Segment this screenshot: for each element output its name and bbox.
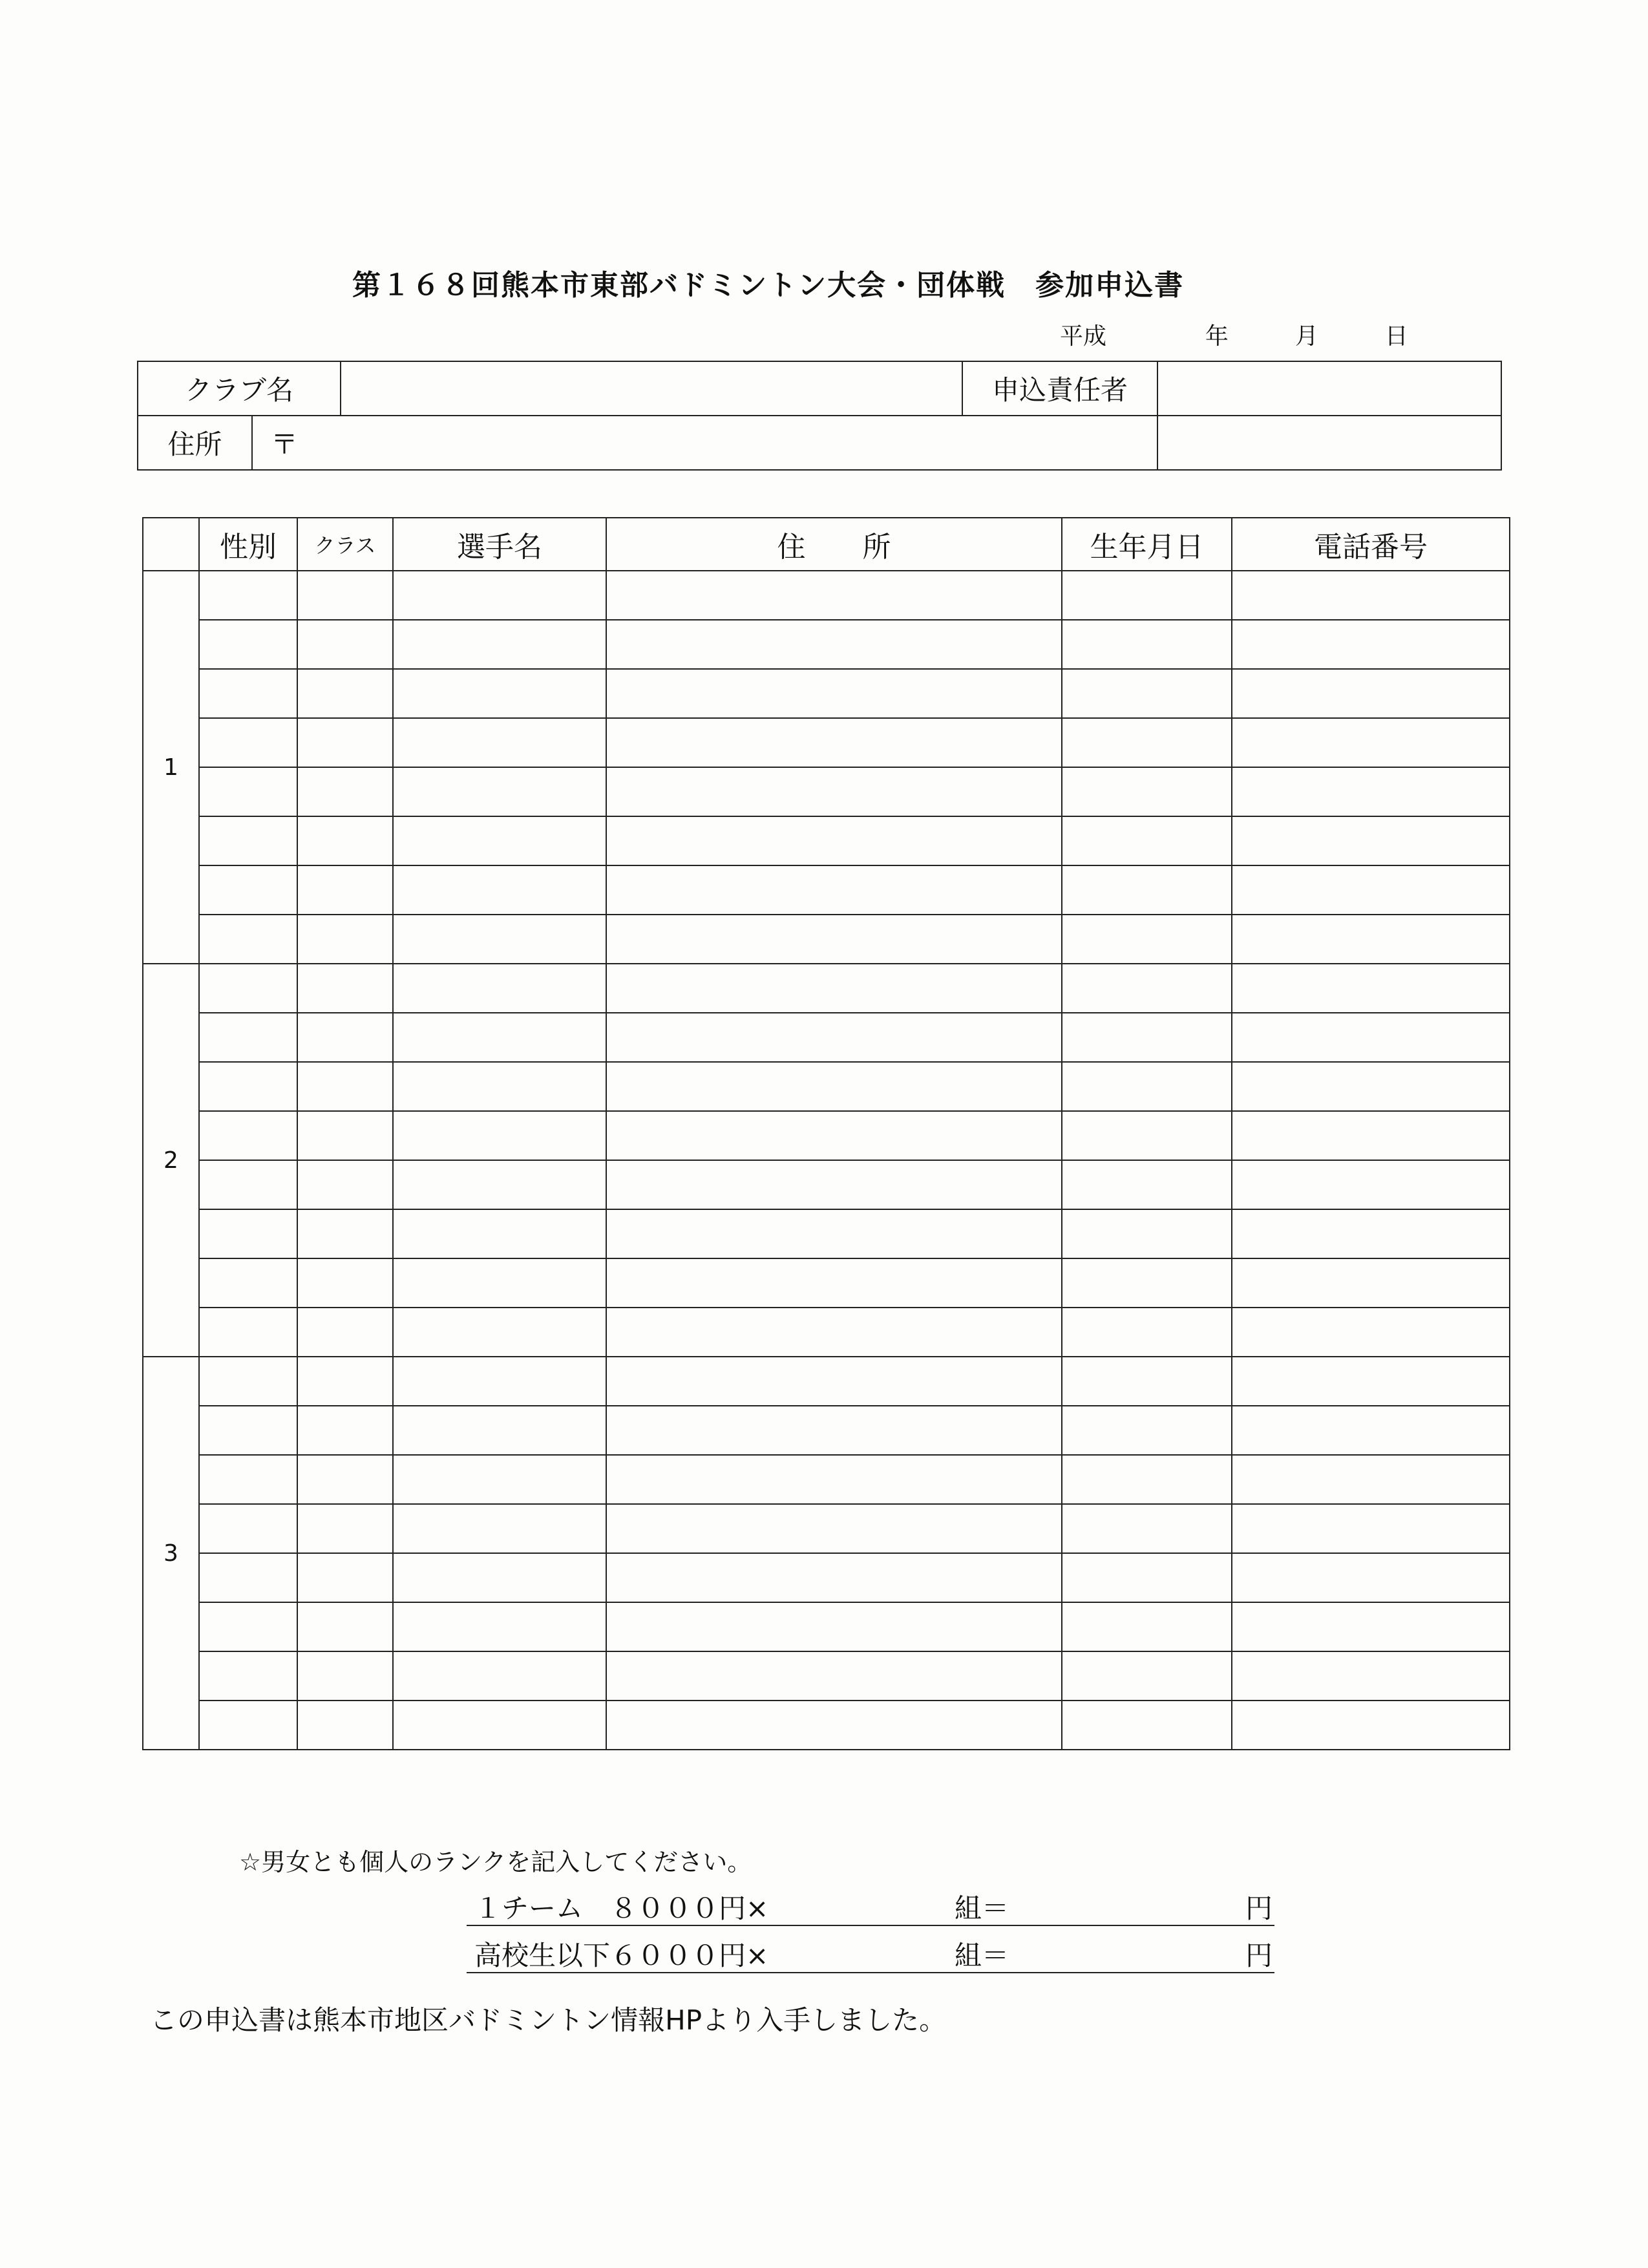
table-row <box>143 767 1510 816</box>
entry-cell[interactable] <box>393 865 606 915</box>
entry-cell[interactable] <box>393 1553 606 1602</box>
entry-cell[interactable] <box>199 1111 297 1160</box>
entry-cell[interactable] <box>393 1209 606 1258</box>
entry-cell[interactable] <box>297 1308 393 1357</box>
entry-cell[interactable] <box>1232 1160 1510 1209</box>
entry-cell[interactable] <box>606 1602 1062 1651</box>
entry-cell[interactable] <box>297 1160 393 1209</box>
entry-cell[interactable] <box>606 1504 1062 1553</box>
entry-cell[interactable] <box>1232 1111 1510 1160</box>
entry-cell[interactable] <box>199 1357 297 1406</box>
entry-cell[interactable] <box>393 669 606 718</box>
entry-cell[interactable] <box>297 718 393 767</box>
entry-cell[interactable] <box>199 571 297 620</box>
entry-cell[interactable] <box>1062 1209 1232 1258</box>
entry-cell[interactable] <box>606 964 1062 1013</box>
column-header: 電話番号 <box>1232 518 1510 571</box>
table-row <box>143 1701 1510 1750</box>
table-row <box>143 1308 1510 1357</box>
date-year: 年 <box>1205 323 1229 350</box>
table-row <box>143 571 1510 620</box>
table-row <box>143 718 1510 767</box>
entry-cell[interactable] <box>297 1651 393 1701</box>
table-row <box>143 620 1510 669</box>
entry-cell[interactable] <box>393 1651 606 1701</box>
club-name-label: クラブ名 <box>138 361 341 416</box>
entry-cell[interactable] <box>393 718 606 767</box>
entry-cell[interactable] <box>1232 669 1510 718</box>
date-line <box>1060 318 1408 351</box>
entry-cell[interactable] <box>1062 1701 1232 1750</box>
club-name-field[interactable] <box>341 361 962 416</box>
entry-cell[interactable] <box>199 1455 297 1504</box>
table-row <box>143 1553 1510 1602</box>
fee-line-student <box>467 1934 1274 1973</box>
applicant-field[interactable] <box>1157 361 1501 416</box>
entry-cell[interactable] <box>606 1455 1062 1504</box>
fee-label: 高校生以下６０００円× <box>474 1940 769 1971</box>
entry-cell[interactable] <box>297 1013 393 1062</box>
entry-cell[interactable] <box>393 1701 606 1750</box>
date-era: 平成 <box>1060 323 1107 350</box>
entry-cell[interactable] <box>606 1013 1062 1062</box>
fee-unit: 組＝ <box>955 1892 1009 1924</box>
entry-cell[interactable] <box>393 1406 606 1455</box>
date-day: 日 <box>1384 323 1408 350</box>
entry-cell[interactable] <box>393 1111 606 1160</box>
entry-cell[interactable] <box>199 620 297 669</box>
applicant-label: 申込責任者 <box>962 361 1157 416</box>
entry-cell[interactable] <box>199 915 297 964</box>
entry-cell[interactable] <box>1062 718 1232 767</box>
entry-cell[interactable] <box>606 1111 1062 1160</box>
fee-line-team <box>467 1887 1274 1926</box>
entry-cell[interactable] <box>297 915 393 964</box>
entry-cell[interactable] <box>1062 571 1232 620</box>
entry-cell[interactable] <box>393 571 606 620</box>
table-row <box>143 1160 1510 1209</box>
entry-cell[interactable] <box>1232 1651 1510 1701</box>
entry-cell[interactable] <box>199 1553 297 1602</box>
entry-cell[interactable] <box>1232 1062 1510 1111</box>
entry-cell[interactable] <box>199 1308 297 1357</box>
entry-cell[interactable] <box>606 1701 1062 1750</box>
entry-cell[interactable] <box>393 816 606 865</box>
entry-cell[interactable] <box>199 1651 297 1701</box>
entry-cell[interactable] <box>297 1062 393 1111</box>
entry-cell[interactable] <box>297 1111 393 1160</box>
fee-unit: 組＝ <box>955 1940 1009 1971</box>
entry-cell[interactable] <box>1232 1013 1510 1062</box>
column-header: 住 所 <box>606 518 1062 571</box>
table-row <box>143 1504 1510 1553</box>
entry-cell[interactable] <box>1062 1013 1232 1062</box>
entry-cell[interactable] <box>297 964 393 1013</box>
entry-cell[interactable] <box>1062 1062 1232 1111</box>
entry-cell[interactable] <box>1062 1602 1232 1651</box>
table-row <box>143 1258 1510 1308</box>
entry-cell[interactable] <box>606 1406 1062 1455</box>
entry-cell[interactable] <box>606 915 1062 964</box>
entry-cell[interactable] <box>393 1504 606 1553</box>
player-table <box>142 517 1510 1750</box>
entry-cell[interactable] <box>297 669 393 718</box>
table-row <box>143 1651 1510 1701</box>
fee-currency: 円 <box>1245 1940 1273 1971</box>
entry-cell[interactable] <box>393 915 606 964</box>
entry-cell[interactable] <box>199 1062 297 1111</box>
entry-cell[interactable] <box>393 1357 606 1406</box>
entry-cell[interactable] <box>297 1602 393 1651</box>
entry-cell[interactable] <box>1062 1553 1232 1602</box>
table-row <box>143 816 1510 865</box>
column-header: クラス <box>297 518 393 571</box>
entry-cell[interactable] <box>297 571 393 620</box>
entry-cell[interactable] <box>606 767 1062 816</box>
entry-cell[interactable] <box>199 1406 297 1455</box>
entry-cell[interactable] <box>199 816 297 865</box>
entry-cell[interactable] <box>1062 669 1232 718</box>
entry-cell[interactable] <box>393 1013 606 1062</box>
fee-currency: 円 <box>1245 1892 1273 1924</box>
entry-cell[interactable] <box>297 1455 393 1504</box>
entry-cell[interactable] <box>1062 767 1232 816</box>
team-number: 1 <box>143 571 199 964</box>
entry-cell[interactable] <box>1232 1406 1510 1455</box>
entry-cell[interactable] <box>1232 1209 1510 1258</box>
group-header <box>143 518 199 571</box>
entry-cell[interactable] <box>297 620 393 669</box>
entry-cell[interactable] <box>297 767 393 816</box>
entry-cell[interactable] <box>393 1258 606 1308</box>
address-field[interactable] <box>252 416 1157 470</box>
entry-cell[interactable] <box>1062 1504 1232 1553</box>
address-label: 住所 <box>138 416 252 470</box>
entry-cell[interactable] <box>606 1062 1062 1111</box>
column-header: 選手名 <box>393 518 606 571</box>
table-row <box>143 1455 1510 1504</box>
entry-cell[interactable] <box>1062 620 1232 669</box>
table-row <box>143 669 1510 718</box>
source-note: この申込書は熊本市地区バドミントン情報HPより入手しました。 <box>150 2004 947 2036</box>
entry-cell[interactable] <box>1232 767 1510 816</box>
entry-cell[interactable] <box>606 1357 1062 1406</box>
entry-cell[interactable] <box>1062 1357 1232 1406</box>
entry-cell[interactable] <box>297 816 393 865</box>
entry-cell[interactable] <box>297 1701 393 1750</box>
entry-cell[interactable] <box>1232 964 1510 1013</box>
team-number: 2 <box>143 964 199 1357</box>
entry-cell[interactable] <box>199 669 297 718</box>
team-number: 3 <box>143 1357 199 1750</box>
entry-cell[interactable] <box>1232 1602 1510 1651</box>
entry-cell[interactable] <box>199 964 297 1013</box>
entry-cell[interactable] <box>1062 1308 1232 1357</box>
table-row <box>143 865 1510 915</box>
entry-cell[interactable] <box>1062 1160 1232 1209</box>
table-row <box>143 915 1510 964</box>
table-row <box>143 1357 1510 1406</box>
entry-cell[interactable] <box>1062 1258 1232 1308</box>
entry-cell[interactable] <box>606 1160 1062 1209</box>
entry-cell[interactable] <box>199 1602 297 1651</box>
entry-cell[interactable] <box>606 1553 1062 1602</box>
entry-cell[interactable] <box>393 1602 606 1651</box>
entry-cell[interactable] <box>199 1504 297 1553</box>
table-row <box>143 1111 1510 1160</box>
entry-cell[interactable] <box>393 1062 606 1111</box>
entry-cell[interactable] <box>297 1553 393 1602</box>
entry-cell[interactable] <box>606 718 1062 767</box>
entry-cell[interactable] <box>1062 915 1232 964</box>
entry-cell[interactable] <box>297 1209 393 1258</box>
entry-cell[interactable] <box>1062 865 1232 915</box>
entry-cell[interactable] <box>393 1160 606 1209</box>
entry-cell[interactable] <box>1062 1111 1232 1160</box>
entry-cell[interactable] <box>199 718 297 767</box>
fee-label: １チーム ８０００円× <box>474 1892 769 1924</box>
entry-cell[interactable] <box>199 1701 297 1750</box>
entry-cell[interactable] <box>606 816 1062 865</box>
entry-cell[interactable] <box>199 1209 297 1258</box>
entry-cell[interactable] <box>1232 620 1510 669</box>
column-header: 生年月日 <box>1062 518 1232 571</box>
entry-cell[interactable] <box>393 767 606 816</box>
table-row <box>143 964 1510 1013</box>
entry-cell[interactable] <box>297 1504 393 1553</box>
table-row <box>143 1602 1510 1651</box>
entry-cell[interactable] <box>199 1160 297 1209</box>
rank-note: ☆男女とも個人のランクを記入してください。 <box>239 1848 752 1876</box>
entry-cell[interactable] <box>1232 1308 1510 1357</box>
entry-cell[interactable] <box>393 964 606 1013</box>
entry-cell[interactable] <box>1232 1553 1510 1602</box>
table-row <box>143 1406 1510 1455</box>
table-row <box>143 1013 1510 1062</box>
entry-cell[interactable] <box>297 1357 393 1406</box>
entry-cell[interactable] <box>1232 571 1510 620</box>
club-info-table <box>137 361 1502 471</box>
table-row <box>143 1062 1510 1111</box>
entry-cell[interactable] <box>393 1308 606 1357</box>
applicant-extra-field[interactable] <box>1157 416 1501 470</box>
entry-cell[interactable] <box>1062 964 1232 1013</box>
entry-cell[interactable] <box>1232 1701 1510 1750</box>
entry-cell[interactable] <box>606 620 1062 669</box>
postal-mark: 〒 <box>271 429 299 460</box>
entry-cell[interactable] <box>1062 816 1232 865</box>
entry-cell[interactable] <box>606 1308 1062 1357</box>
date-month: 月 <box>1294 323 1318 350</box>
entry-cell[interactable] <box>1232 718 1510 767</box>
entry-cell[interactable] <box>1232 1504 1510 1553</box>
entry-cell[interactable] <box>606 1258 1062 1308</box>
column-header: 性別 <box>199 518 297 571</box>
entry-cell[interactable] <box>1062 1406 1232 1455</box>
entry-cell[interactable] <box>1062 1455 1232 1504</box>
entry-cell[interactable] <box>606 669 1062 718</box>
entry-cell[interactable] <box>393 620 606 669</box>
entry-cell[interactable] <box>199 767 297 816</box>
entry-cell[interactable] <box>1232 1357 1510 1406</box>
entry-cell[interactable] <box>1232 915 1510 964</box>
entry-cell[interactable] <box>606 571 1062 620</box>
entry-cell[interactable] <box>297 865 393 915</box>
entry-cell[interactable] <box>606 1651 1062 1701</box>
entry-cell[interactable] <box>393 1455 606 1504</box>
entry-cell[interactable] <box>1232 865 1510 915</box>
entry-cell[interactable] <box>1232 1258 1510 1308</box>
entry-cell[interactable] <box>297 1406 393 1455</box>
entry-cell[interactable] <box>199 1013 297 1062</box>
entry-cell[interactable] <box>606 1209 1062 1258</box>
entry-cell[interactable] <box>199 865 297 915</box>
entry-cell[interactable] <box>297 1258 393 1308</box>
entry-cell[interactable] <box>1062 1651 1232 1701</box>
entry-cell[interactable] <box>1232 1455 1510 1504</box>
entry-cell[interactable] <box>1232 816 1510 865</box>
form-title: 第１６８回熊本市東部バドミントン大会・団体戦 参加申込書 <box>352 269 1185 302</box>
entry-cell[interactable] <box>606 865 1062 915</box>
table-row <box>143 1209 1510 1258</box>
table-header-row <box>143 518 1510 571</box>
entry-cell[interactable] <box>199 1258 297 1308</box>
